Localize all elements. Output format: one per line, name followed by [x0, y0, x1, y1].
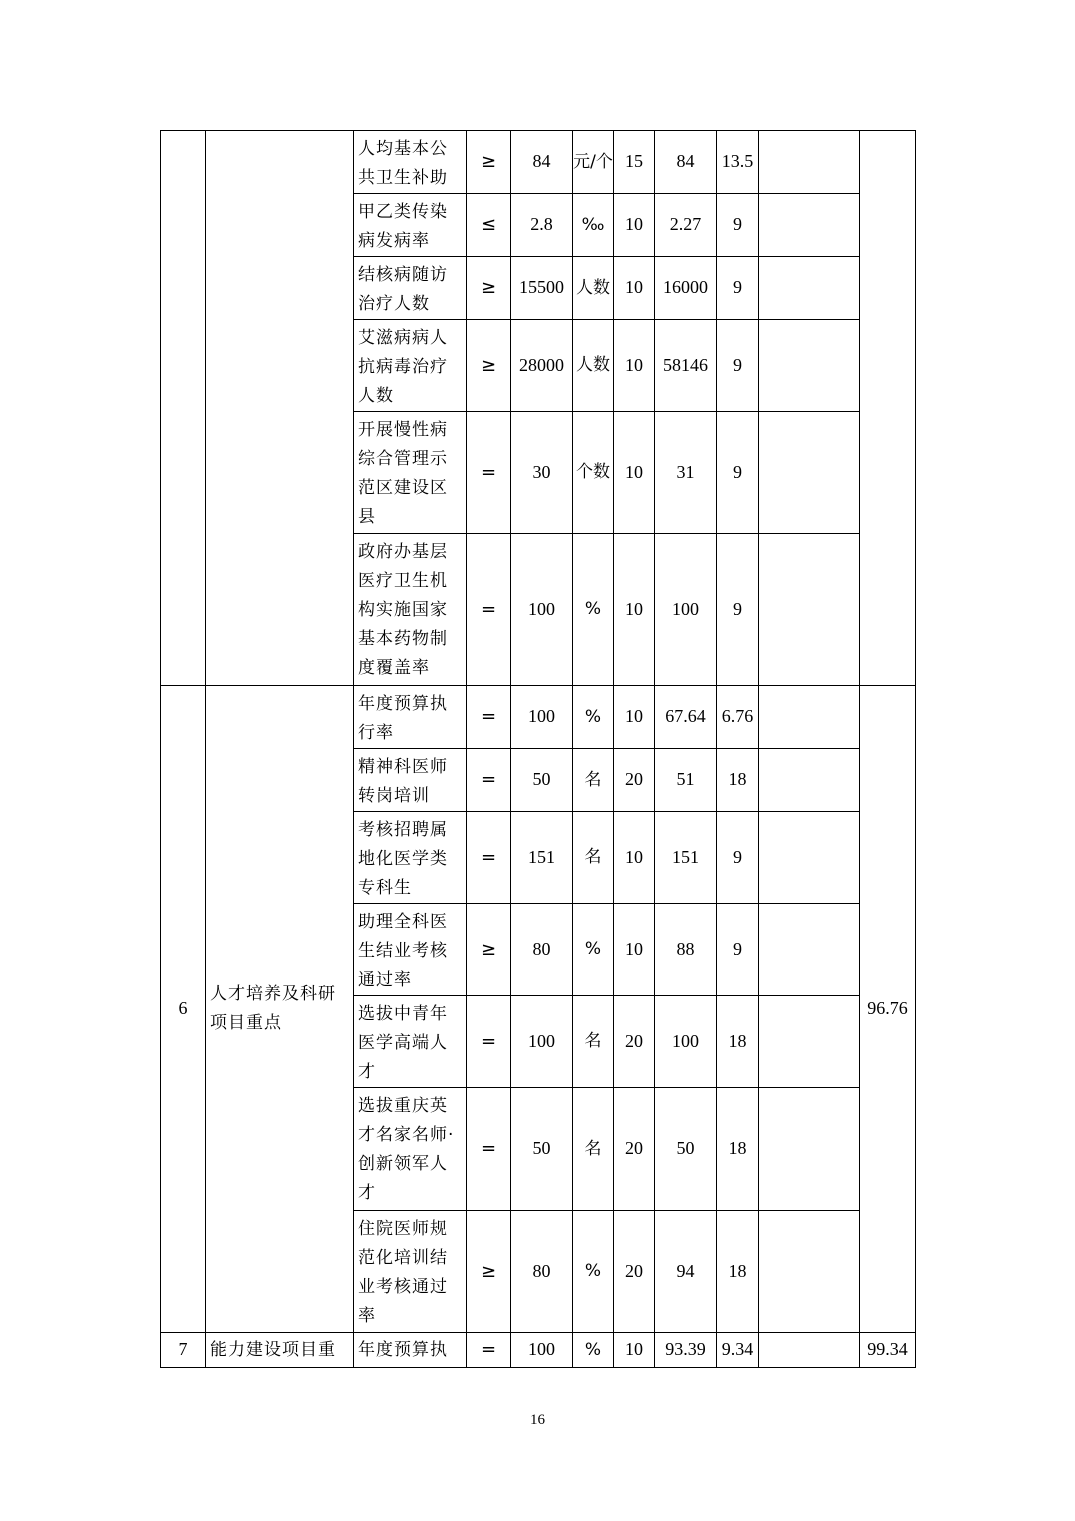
seq-cell: 7: [161, 1333, 206, 1368]
unit-cell: 人数: [573, 257, 614, 320]
operator-cell: =: [467, 749, 511, 812]
note-cell: [759, 1333, 860, 1368]
operator-cell: ≥: [467, 1211, 511, 1333]
project-cell: [206, 131, 354, 686]
score-cell: 18: [717, 1088, 759, 1211]
seq-cell: 6: [161, 686, 206, 1333]
indicator-cell: 考核招聘属地化医学类专科生: [354, 812, 467, 904]
note-cell: [759, 194, 860, 257]
weight-cell: 20: [614, 1211, 655, 1333]
target-cell: 30: [511, 412, 573, 534]
actual-cell: 67.64: [655, 686, 717, 749]
target-cell: 151: [511, 812, 573, 904]
note-cell: [759, 320, 860, 412]
target-cell: 100: [511, 996, 573, 1088]
total-cell: [860, 131, 916, 686]
actual-cell: 50: [655, 1088, 717, 1211]
target-cell: 2.8: [511, 194, 573, 257]
indicator-cell: 艾滋病病人抗病毒治疗人数: [354, 320, 467, 412]
actual-cell: 100: [655, 996, 717, 1088]
weight-cell: 20: [614, 996, 655, 1088]
operator-cell: ≥: [467, 904, 511, 996]
note-cell: [759, 412, 860, 534]
score-cell: 9: [717, 320, 759, 412]
score-cell: 9: [717, 257, 759, 320]
score-cell: 9: [717, 194, 759, 257]
indicator-cell: 住院医师规范化培训结业考核通过率: [354, 1211, 467, 1333]
weight-cell: 15: [614, 131, 655, 194]
weight-cell: 10: [614, 194, 655, 257]
score-cell: 18: [717, 1211, 759, 1333]
weight-cell: 20: [614, 749, 655, 812]
score-cell: 9: [717, 812, 759, 904]
operator-cell: =: [467, 1088, 511, 1211]
score-cell: 18: [717, 996, 759, 1088]
operator-cell: ≥: [467, 320, 511, 412]
actual-cell: 84: [655, 131, 717, 194]
actual-cell: 2.27: [655, 194, 717, 257]
weight-cell: 10: [614, 686, 655, 749]
score-cell: 18: [717, 749, 759, 812]
unit-cell: %: [573, 534, 614, 686]
weight-cell: 10: [614, 320, 655, 412]
note-cell: [759, 904, 860, 996]
unit-cell: 名: [573, 996, 614, 1088]
unit-cell: ‰: [573, 194, 614, 257]
unit-cell: 名: [573, 749, 614, 812]
unit-cell: 个数: [573, 412, 614, 534]
target-cell: 100: [511, 1333, 573, 1368]
total-cell: 96.76: [860, 686, 916, 1333]
operator-cell: =: [467, 812, 511, 904]
unit-cell: %: [573, 1211, 614, 1333]
target-cell: 50: [511, 749, 573, 812]
target-cell: 28000: [511, 320, 573, 412]
performance-table: [160, 130, 916, 1368]
operator-cell: =: [467, 1333, 511, 1368]
actual-cell: 51: [655, 749, 717, 812]
actual-cell: 100: [655, 534, 717, 686]
weight-cell: 10: [614, 1333, 655, 1368]
score-cell: 9.34: [717, 1333, 759, 1368]
target-cell: 15500: [511, 257, 573, 320]
unit-cell: 元/个: [573, 131, 614, 194]
project-cell: 人才培养及科研项目重点: [206, 686, 354, 1333]
target-cell: 100: [511, 534, 573, 686]
operator-cell: =: [467, 996, 511, 1088]
indicator-cell: 年度预算执: [354, 1333, 467, 1368]
indicator-cell: 甲乙类传染病发病率: [354, 194, 467, 257]
operator-cell: ≤: [467, 194, 511, 257]
weight-cell: 10: [614, 412, 655, 534]
indicator-cell: 人均基本公共卫生补助: [354, 131, 467, 194]
note-cell: [759, 812, 860, 904]
table-row: [161, 686, 916, 749]
actual-cell: 88: [655, 904, 717, 996]
target-cell: 80: [511, 1211, 573, 1333]
actual-cell: 58146: [655, 320, 717, 412]
actual-cell: 93.39: [655, 1333, 717, 1368]
indicator-cell: 精神科医师转岗培训: [354, 749, 467, 812]
unit-cell: 人数: [573, 320, 614, 412]
score-cell: 9: [717, 904, 759, 996]
indicator-cell: 开展慢性病综合管理示范区建设区县: [354, 412, 467, 534]
actual-cell: 31: [655, 412, 717, 534]
target-cell: 84: [511, 131, 573, 194]
note-cell: [759, 749, 860, 812]
unit-cell: %: [573, 1333, 614, 1368]
indicator-cell: 政府办基层医疗卫生机构实施国家基本药物制度覆盖率: [354, 534, 467, 686]
indicator-cell: 助理全科医生结业考核通过率: [354, 904, 467, 996]
weight-cell: 20: [614, 1088, 655, 1211]
weight-cell: 10: [614, 904, 655, 996]
total-cell: 99.34: [860, 1333, 916, 1368]
target-cell: 50: [511, 1088, 573, 1211]
operator-cell: ≥: [467, 131, 511, 194]
weight-cell: 10: [614, 534, 655, 686]
actual-cell: 16000: [655, 257, 717, 320]
note-cell: [759, 996, 860, 1088]
note-cell: [759, 257, 860, 320]
note-cell: [759, 131, 860, 194]
unit-cell: %: [573, 904, 614, 996]
score-cell: 13.5: [717, 131, 759, 194]
weight-cell: 10: [614, 812, 655, 904]
note-cell: [759, 686, 860, 749]
note-cell: [759, 1211, 860, 1333]
actual-cell: 94: [655, 1211, 717, 1333]
target-cell: 80: [511, 904, 573, 996]
operator-cell: =: [467, 534, 511, 686]
score-cell: 9: [717, 412, 759, 534]
actual-cell: 151: [655, 812, 717, 904]
score-cell: 6.76: [717, 686, 759, 749]
unit-cell: 名: [573, 812, 614, 904]
project-cell: 能力建设项目重: [206, 1333, 354, 1368]
table-row: [161, 131, 916, 194]
indicator-cell: 选拔中青年医学高端人才: [354, 996, 467, 1088]
indicator-cell: 选拔重庆英才名家名师·创新领军人才: [354, 1088, 467, 1211]
unit-cell: %: [573, 686, 614, 749]
note-cell: [759, 1088, 860, 1211]
table-row: [161, 1333, 916, 1368]
page-number: 16: [530, 1412, 545, 1428]
indicator-cell: 结核病随访治疗人数: [354, 257, 467, 320]
operator-cell: ≥: [467, 257, 511, 320]
weight-cell: 10: [614, 257, 655, 320]
operator-cell: =: [467, 686, 511, 749]
unit-cell: 名: [573, 1088, 614, 1211]
note-cell: [759, 534, 860, 686]
operator-cell: =: [467, 412, 511, 534]
target-cell: 100: [511, 686, 573, 749]
score-cell: 9: [717, 534, 759, 686]
indicator-cell: 年度预算执行率: [354, 686, 467, 749]
seq-cell: [161, 131, 206, 686]
